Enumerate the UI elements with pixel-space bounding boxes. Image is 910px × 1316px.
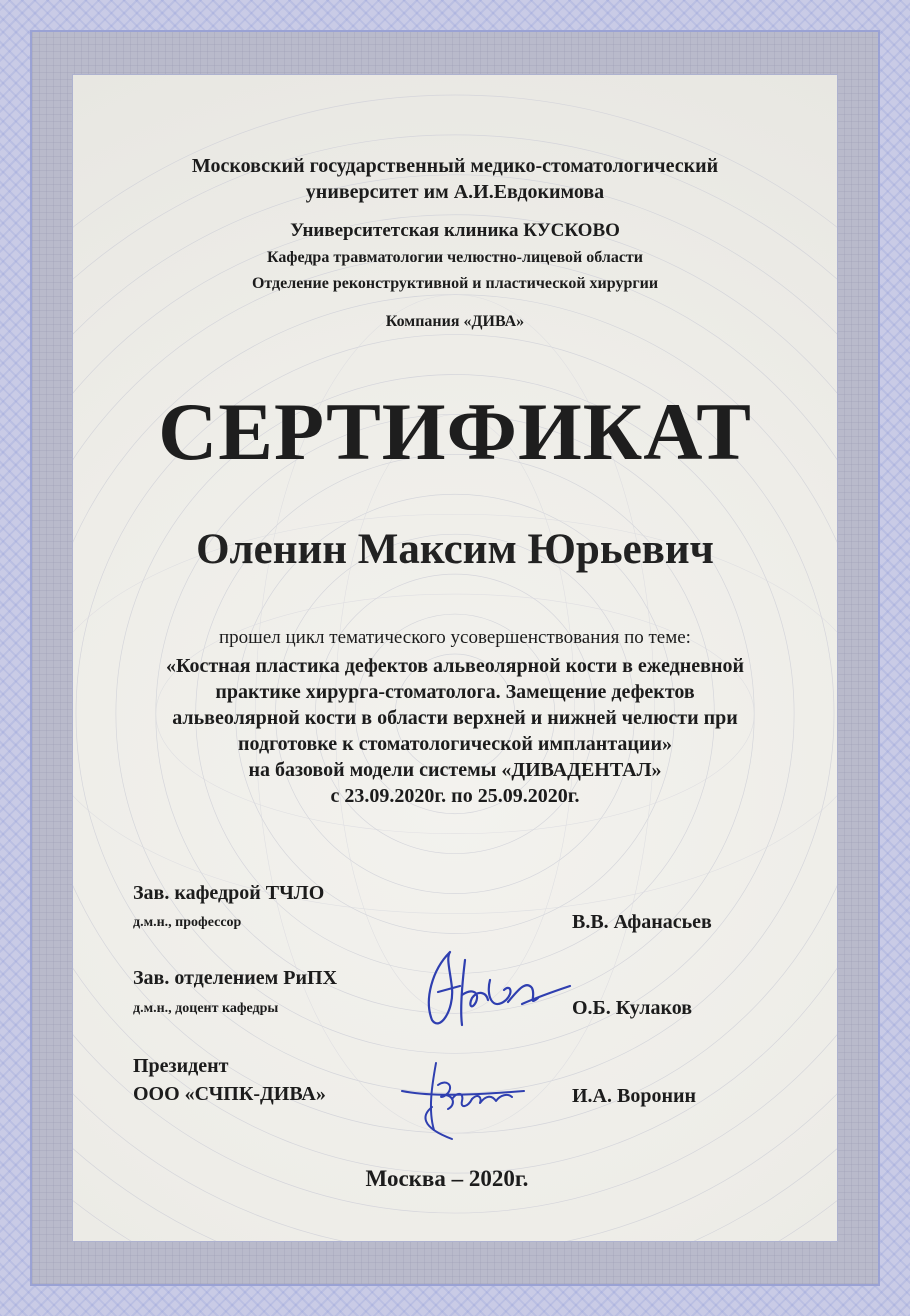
course-topic-line1: «Костная пластика дефектов альвеолярной кости в ежедневной [165,655,745,677]
course-topic-line4: подготовке к стоматологической имплантации» [238,733,672,755]
recipient-name: Оленин Максим Юрьевич [196,526,714,573]
university-name-line2: университет им А.И.Евдокимова [305,181,605,203]
course-model-line: на базовой модели системы «ДИВАДЕНТАЛ» [248,759,662,781]
signatory-2-subtitle: д.м.н., доцент кафедры [133,1001,279,1016]
signatory-1-title: Зав. кафедрой ТЧЛО [133,882,325,904]
course-dates: с 23.09.2020г. по 25.09.2020г. [330,785,580,807]
signatory-1-name: В.В. Афанасьев [572,911,712,933]
signatory-1-subtitle: д.м.н., профессор [133,915,242,930]
signatory-3-title-line1: Президент [133,1055,229,1077]
signatory-3-name: И.А. Воронин [572,1085,697,1107]
signature-kulakov [410,940,575,1040]
course-topic-line2: практике хирурга-стоматолога. Замещение дефектов [215,681,695,703]
department-name: Кафедра травматологии челюстно-лицевой области [266,249,643,266]
signatory-2-title: Зав. отделением РиПХ [133,967,338,989]
company-name: Компания «ДИВА» [385,313,525,330]
certificate-title: СЕРТИФИКАТ [158,386,752,477]
course-intro: прошел цикл тематического усовершенствования по теме: [219,627,691,648]
division-name: Отделение реконструктивной и пластической хирургии [251,275,659,292]
clinic-name: Университетская клиника КУСКОВО [290,220,620,241]
place-and-year: Москва – 2020г. [365,1166,529,1191]
signature-voronin [392,1055,542,1145]
course-topic-line3: альвеолярной кости в области верхней и нижней челюсти при [172,707,738,729]
university-name-line1: Московский государственный медико-стоматологический [191,155,719,177]
signatory-2-name: О.Б. Кулаков [572,997,693,1019]
signatory-3-title-line2: ООО «СЧПК-ДИВА» [133,1083,326,1105]
